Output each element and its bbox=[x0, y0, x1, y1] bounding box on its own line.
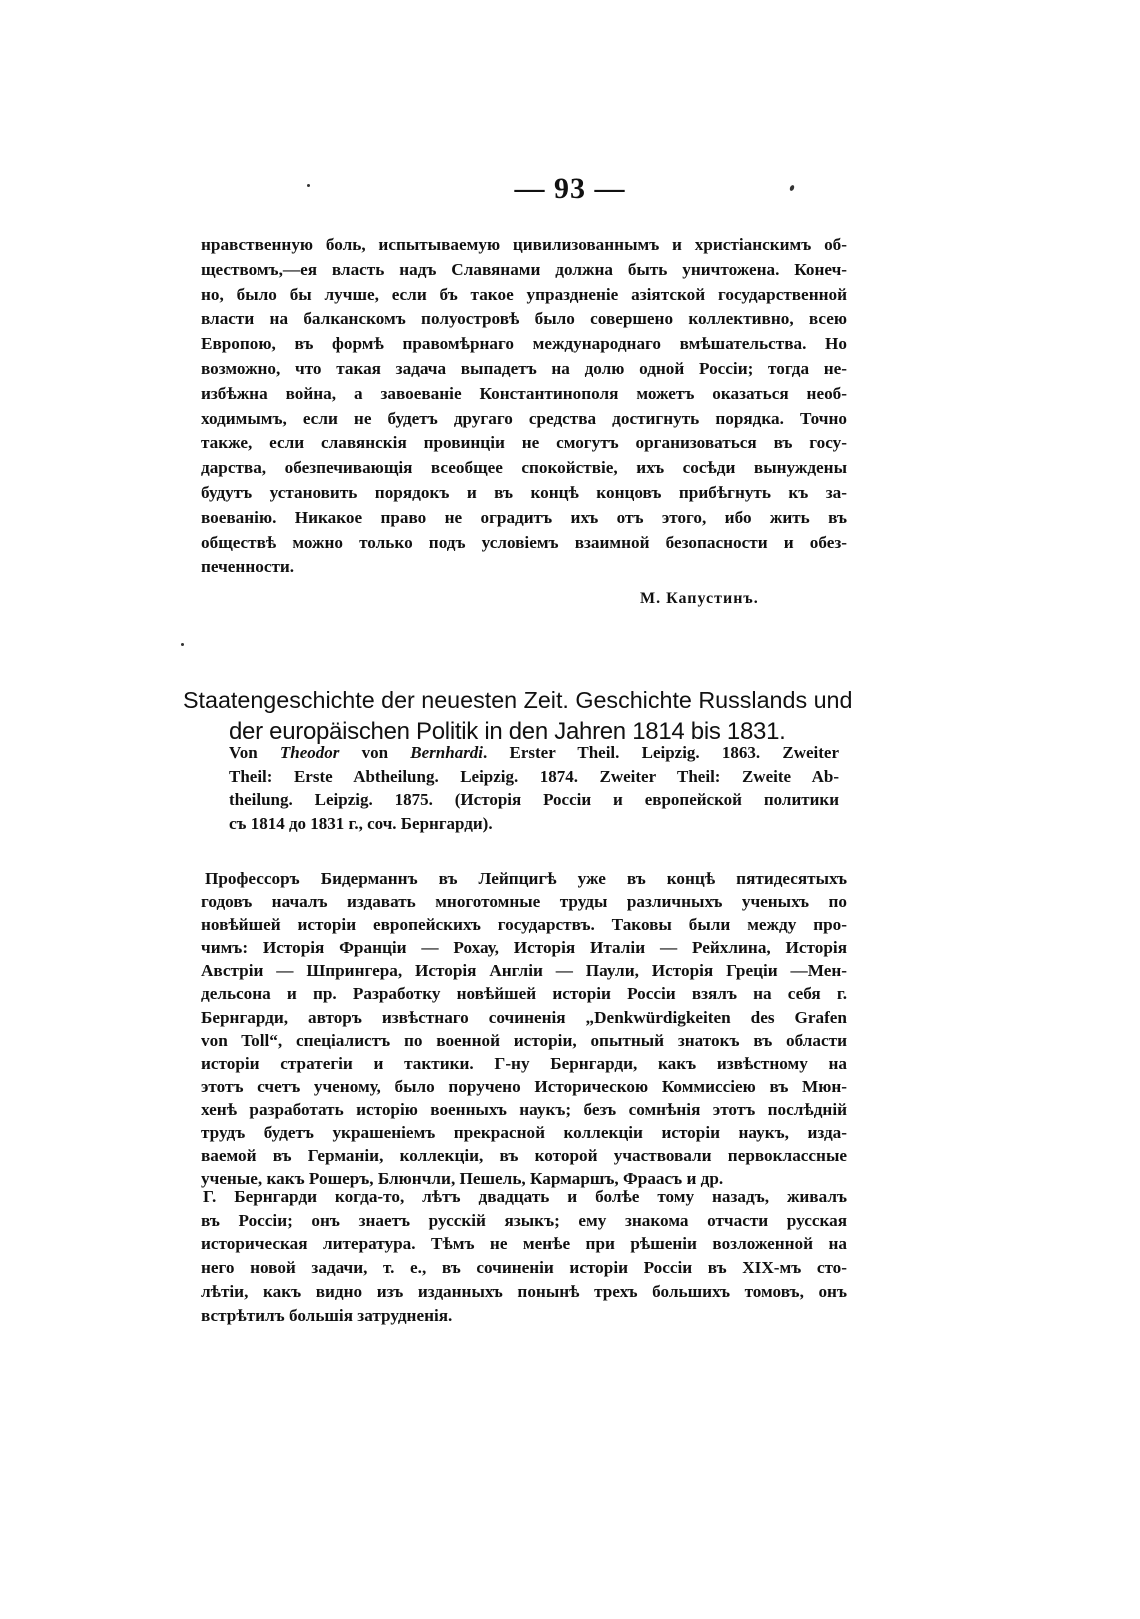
meta-line bbox=[229, 741, 839, 765]
paragraph bbox=[201, 1185, 847, 1327]
text-line: дельсона и пр. Разработку новѣйшей исторіи Россіи взялъ на себя г. bbox=[201, 984, 847, 1004]
title-line: Staatengeschichte der neuesten Zeit. Geschichte Russlands und bbox=[183, 687, 853, 713]
text-line: von Toll“, спеціалистъ по военной исторіи, опытный знатокъ въ области bbox=[201, 1030, 847, 1050]
text-line: также, если славянскія провинціи не смогутъ организоваться въ госу- bbox=[201, 433, 847, 453]
paragraph-continued bbox=[201, 233, 847, 580]
text-line: Австріи — Шпрингера, Исторія Англіи — Паули, Исторія Греціи —Мен- bbox=[201, 961, 847, 981]
text-line: чимъ: Исторія Франціи — Рохау, Исторія Италіи — Рейхлина, Исторія bbox=[201, 938, 847, 958]
text-line: будутъ установить порядокъ и въ концѣ концовъ прибѣгнуть къ за- bbox=[201, 482, 847, 502]
text-line: возможно, что такая задача выпадетъ на долю одной Россіи; тогда не- bbox=[201, 358, 847, 378]
text-line: ученые, какъ Рошеръ, Блюнчли, Пешель, Кармаршъ, Фраасъ и др. bbox=[201, 1169, 724, 1189]
author-surname: Bernhardi bbox=[410, 743, 484, 762]
text-line: воеванію. Никакое право не оградитъ ихъ отъ этого, ибо жить въ bbox=[201, 507, 847, 527]
meta-text: von bbox=[339, 743, 411, 762]
text-line: историческая литература. Тѣмъ не менѣе при рѣшеніи возложенной на bbox=[201, 1234, 847, 1254]
text-line: но, было бы лучше, если бъ такое упраздненіе азіятской государственной bbox=[201, 284, 847, 304]
text-line: Профессоръ Бидерманнъ въ Лейпцигѣ уже въ концѣ пятидесятыхъ bbox=[205, 869, 847, 888]
text-line: него новой задачи, т. е., въ сочиненіи исторіи Россіи въ XIX-мъ сто- bbox=[201, 1258, 847, 1278]
meta-text: Von bbox=[229, 743, 280, 762]
text-line: Г. Бернгарди когда-то, лѣтъ двадцать и болѣе тому назадъ, живалъ bbox=[203, 1187, 847, 1206]
author-first-name: Theodor bbox=[279, 743, 340, 762]
author-signature: М. Капустинъ. bbox=[640, 590, 759, 607]
text-line: исторіи стратегіи и тактики. Г-ну Бернгарди, какъ извѣстному на bbox=[201, 1053, 847, 1073]
text-line: ваемой въ Германіи, коллекціи, въ которой участвовали первоклассные bbox=[201, 1146, 847, 1166]
text-line: Европою, въ формѣ правомѣрнаго международнаго вмѣшательства. Но bbox=[201, 334, 847, 354]
text-line: лѣтіи, какъ видно изъ изданныхъ понынѣ трехъ большихъ томовъ, онъ bbox=[201, 1281, 847, 1301]
ink-speck bbox=[307, 184, 310, 187]
meta-text: . Erster Theil. Leipzig. 1863. Zweiter bbox=[483, 743, 839, 762]
ink-speck bbox=[181, 643, 184, 646]
text-line: хенѣ разработать исторію военныхъ наукъ; безъ сомнѣнія этотъ послѣдній bbox=[201, 1099, 847, 1119]
page-number: — 93 — bbox=[514, 172, 626, 205]
text-line: новѣйшей исторіи европейскихъ государствъ. Таковы были между про- bbox=[201, 915, 847, 935]
text-line: этотъ счетъ ученому, было поручено Историческою Коммиссіею въ Мюн- bbox=[201, 1076, 847, 1096]
text-line: избѣжна война, а завоеваніе Константинополя можетъ оказаться необ- bbox=[201, 383, 847, 403]
text-line: ществомъ,—ея власть надъ Славянами должна быть уничтожена. Конеч- bbox=[201, 259, 847, 279]
text-line: печенности. bbox=[201, 557, 295, 577]
text-line: въ Россіи; онъ знаетъ русскій языкъ; ему знакома отчасти русская bbox=[201, 1210, 847, 1230]
meta-line: theilung. Leipzig. 1875. (Исторія Россіи и европейской политики bbox=[229, 790, 839, 809]
meta-line: Theil: Erste Abtheilung. Leipzig. 1874. Zweiter Theil: Zweite Ab- bbox=[229, 766, 839, 786]
text-line: власти на балканскомъ полуостровѣ было совершено коллективно, всею bbox=[201, 309, 847, 329]
text-line: дарства, обезпечивающія всеобщее спокойствіе, ихъ сосѣди вынуждены bbox=[201, 458, 847, 478]
meta-line: съ 1814 до 1831 г., соч. Бернгарди). bbox=[229, 813, 493, 833]
text-line: встрѣтилъ большія затрудненія. bbox=[201, 1305, 453, 1325]
text-line: трудъ будетъ украшеніемъ прекрасной коллекціи исторіи наукъ, изда- bbox=[201, 1123, 847, 1143]
review-title bbox=[183, 684, 853, 748]
text-line: обществѣ можно только подъ условіемъ взаимной безопасности и обез- bbox=[201, 532, 847, 552]
bibliographic-details bbox=[229, 741, 839, 835]
text-line: годовъ началъ издавать многотомные труды различныхъ ученыхъ по bbox=[201, 892, 847, 912]
text-line: Бернгарди, авторъ извѣстнаго сочиненія „Denkwürdigkeiten des Grafen bbox=[201, 1007, 847, 1027]
text-line: ходимымъ, если не будетъ другаго средства достигнуть порядка. Точно bbox=[201, 408, 847, 428]
paragraph bbox=[201, 867, 847, 1190]
title-line: der europäischen Politik in den Jahren 1814 bis 1831. bbox=[229, 718, 786, 745]
text-line: нравственную боль, испытываемую цивилизованнымъ и христіанскимъ об- bbox=[201, 235, 847, 254]
